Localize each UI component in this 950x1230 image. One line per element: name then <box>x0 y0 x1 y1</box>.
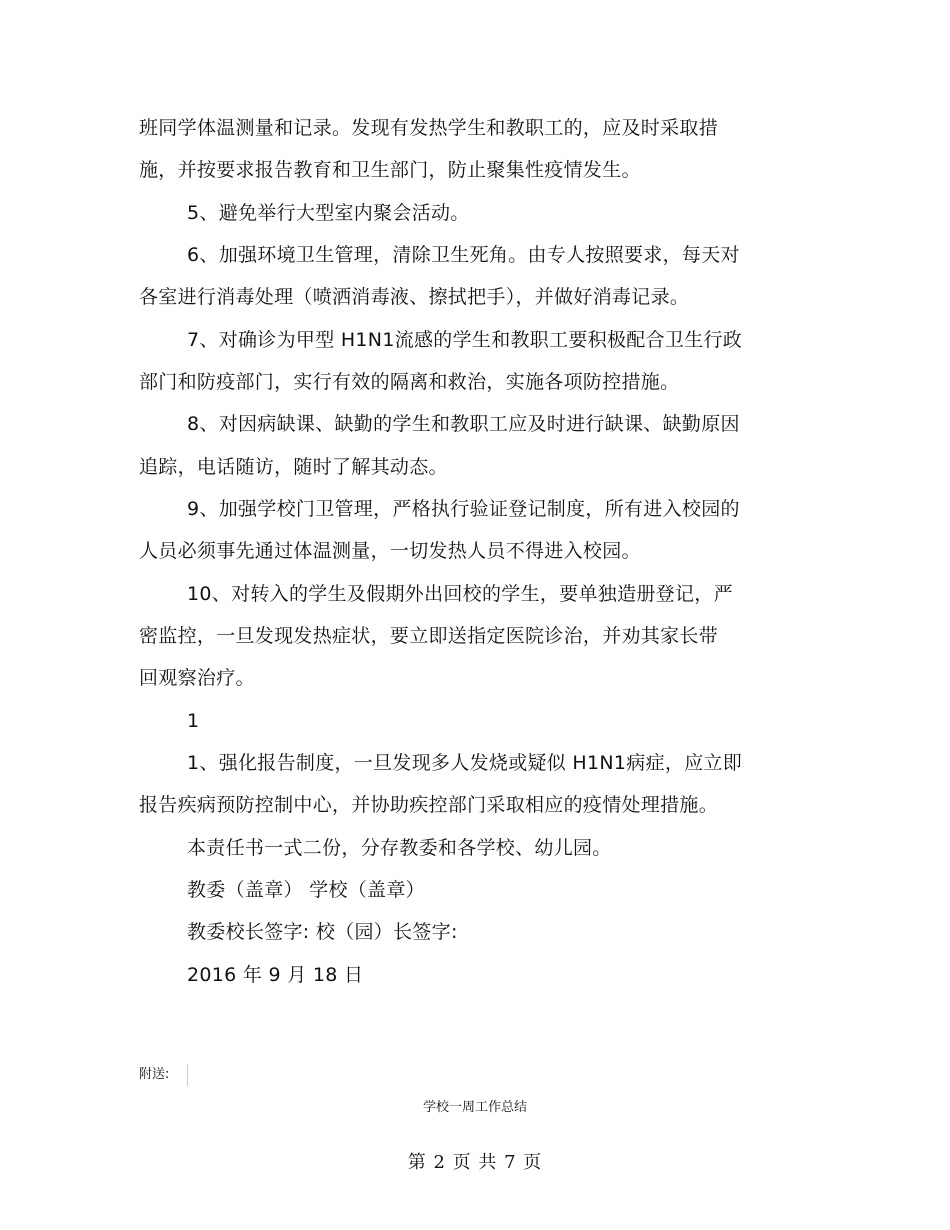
attachment-label: 附送: <box>139 1067 170 1082</box>
paragraph-line: 10、对转入的学生及假期外出回校的学生，要单独造册登记，严 <box>187 583 733 605</box>
paragraph-line: 各室进行消毒处理（喷洒消毒液、擦拭把手），并做好消毒记录。 <box>139 286 690 308</box>
page-indicator: 第 2 页 共 7 页 <box>407 1152 543 1173</box>
paragraph-line: 8、对因病缺课、缺勤的学生和教职工应及时进行缺课、缺勤原因 <box>187 413 740 435</box>
attachment-title: 学校一周工作总结 <box>422 1100 527 1115</box>
paragraph-line: 5、避免举行大型室内聚会活动。 <box>187 202 470 224</box>
paragraph-line: 9、加强学校门卫管理，严格执行验证登记制度，所有进入校园的 <box>187 498 740 520</box>
paragraph-line: 回观察治疗。 <box>139 667 255 689</box>
paragraph-line: 人员必须事先通过体温测量，一切发热人员不得进入校园。 <box>139 540 641 562</box>
attachment-divider <box>187 1064 188 1086</box>
paragraph-line: 1 <box>187 710 200 732</box>
paragraph-line: 密监控，一旦发现发热症状，要立即送指定医院诊治，并劝其家长带 <box>139 625 719 647</box>
paragraph-line: 6、加强环境卫生管理，清除卫生死角。由专人按照要求，每天对 <box>187 244 740 266</box>
paragraph-line: 1、强化报告制度，一旦发现多人发烧或疑似 H1N1病症，应立即 <box>187 752 743 774</box>
paragraph-line: 施，并按要求报告教育和卫生部门，防止聚集性疫情发生。 <box>139 159 641 181</box>
document-date: 2016 年 9 月 18 日 <box>187 964 364 986</box>
paragraph-line: 追踪，电话随访，随时了解其动态。 <box>139 456 448 478</box>
paragraph-line: 报告疾病预防控制中心，并协助疾控部门采取相应的疫情处理措施。 <box>139 794 719 816</box>
paragraph-line: 本责任书一式二份，分存教委和各学校、幼儿园。 <box>187 837 612 859</box>
signature-line: 教委校长签字: 校（园）长签字: <box>187 921 458 943</box>
paragraph-line: 7、对确诊为甲型 H1N1流感的学生和教职工要积极配合卫生行政 <box>187 329 743 351</box>
signature-stamp-line: 教委（盖章） 学校（盖章） <box>187 879 425 901</box>
paragraph-line: 部门和防疫部门，实行有效的隔离和救治，实施各项防控措施。 <box>139 371 680 393</box>
paragraph-line: 班同学体温测量和记录。发现有发热学生和教职工的，应及时采取措 <box>139 117 719 139</box>
